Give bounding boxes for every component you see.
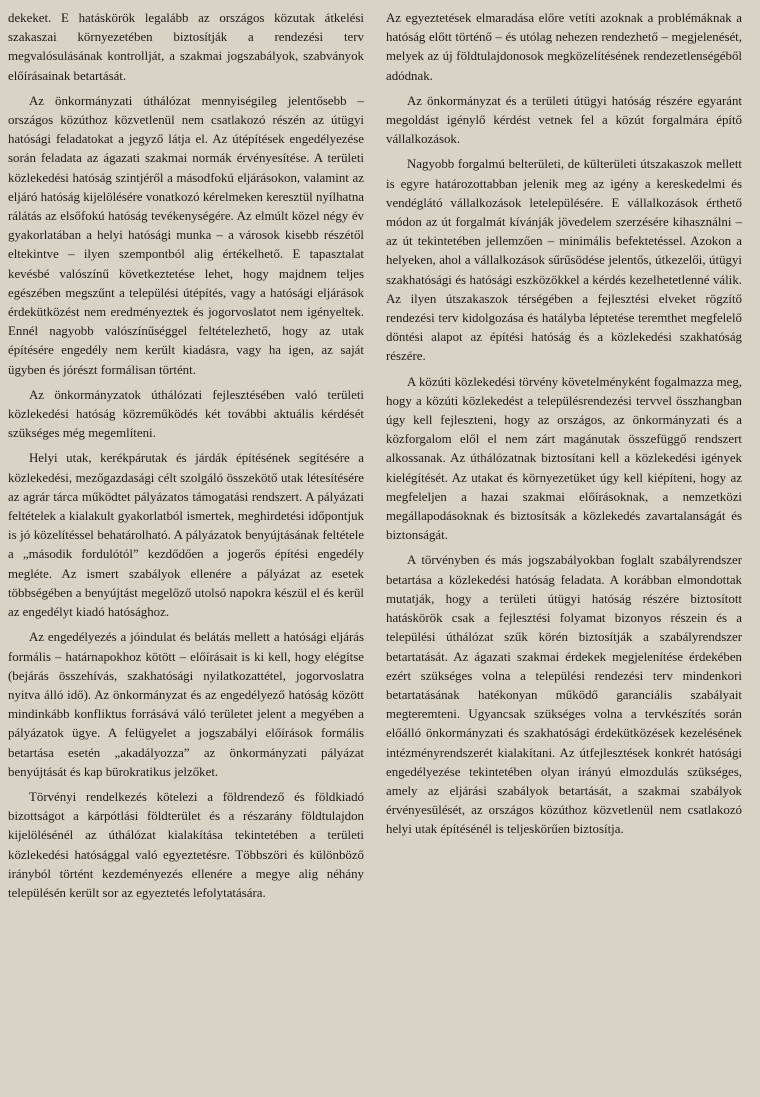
left-column: [8, 9, 364, 1097]
paragraph: Az egyeztetések elmaradása előre vetíti azoknak a problémáknak a hatóság előtt történő – és utólag nehezen rendezhető – megjelenését, melyek az új földtulajdonosok megközelítésének rendezetlenségéből adódnak.: [386, 11, 742, 83]
paragraph: Helyi utak, kerékpárutak és járdák építésének segítésére a közlekedési, mezőgazdasági célt szolgáló összekötő utak létesítésére az agrár tárca működtet pályázatos támogatási rendszert. A pályázati feltételek a kialakult gyakorlatból ismertek, meghirdetési időpontjuk is jó közelítéssel behatárolható. A pályázatok benyújtásának feltétele a „második fordulótól” kezdődően a jogerős építési engedély megléte. Az ismert szabályok ellenére a pályázat az esetek többségében a benyújtást megelőző utolsó napokra készül el és kerül az engedélyt kiadó hatósághoz.: [8, 451, 364, 620]
paragraph: Az önkormányzati úthálózat mennyiségileg jelentősebb – országos közúthoz közvetlenül nem csatlakozó részén az útügyi hatósági feladatokat a jegyző látja el. Az útépítések engedélyezése során feladata az ágazati szakmai normák érvényesítése. A területi közlekedési hatóság szintjéről a másodfokú eljárásokon, valamint az eljáró hatóság kijelölésére vonatkozó kérelmeken keresztül nyílhatna rálátás az elsőfokú hatóság tevékenységére. Az elmúlt közel négy év gyakorlatában a helyi hatósági munka – a városok kisebb részétől eltekintve – ilyen szempontból alig értékelhető. E tapasztalat kevésbé valószínű következtetése lehet, hogy majdnem teljes egészében megszűnt a települési útépítés, vagy a hatósági eljárások érdekütközést nem eredményeztek és jogorvoslatot nem igényeltek. Ennél nagyobb valószínűséggel feltételezhető, hogy az utak építésére engedély nem került kiadásra, vagy ha igen, az saját ügyben és jórészt formálisan történt.: [8, 93, 364, 377]
paragraph: A törvényben és más jogszabályokban foglalt szabályrendszer betartása a közlekedési hatóság feladata. A korábban elmondottak mutatják, hogy a területi útügyi hatóság részére biztosított hatáskörök csak a fejlesztési folyamat bizonyos részein és a települési úthálózat szűk körén biztosítják a szabályrendszer betartatását. Az ágazati szakmai érdekek megjelenítése érdekében ezért szükséges volna a települési rendezési terv mindenkori betartatásának hatékonyan működő garanciális szabályait megteremteni. Ugyancsak szükséges volna a tervkészítés során előálló önkormányzati és szakhatósági érdekütközések kezelésének intézményrendszerét kialakítani. Az útfejlesztések konkrét hatósági engedélyezése tekintetében olyan irányú elmozdulás szükséges, amely az eljárási szabályok betartását, a szakmai szabályok érvényesülését, az országos közúthoz közvetlenül nem csatlakozó helyi utak építésénél is teljeskörűen biztosítja.: [386, 553, 742, 837]
paragraph: A közúti közlekedési törvény követelményként fogalmazza meg, hogy a közúti közlekedést a településrendezési tervvel összhangban úgy kell fejleszteni, hogy az országos, az önkormányzati és a közforgalom elől el nem zárt magánutak összefüggő rendszert alkossanak. Az úthálózatnak biztosítani kell a közlekedési igények kielégítését. Az utakat és környezetüket úgy kell kiépíteni, hogy az megfeleljen a hazai szakmai előírásoknak, a nemzetközi megállapodásoknak és biztosítsák a közlekedés zavartalanságát és biztonságát.: [386, 374, 742, 543]
right-column: [386, 9, 742, 1097]
paragraph: dekeket. E hatáskörök legalább az országos közutak átkelési szakaszai környezetében biztosítják a rendezési terv megvalósulásának kontrollját, a szakmai jogszabályok, szabványok előírásainak betartását.: [8, 11, 364, 83]
paragraph: Az önkormányzatok úthálózati fejlesztésében való területi közlekedési hatóság közreműködés két további aktuális kérdését szükséges még megemlíteni.: [8, 387, 364, 441]
paragraph: Az engedélyezés a jóindulat és belátás mellett a hatósági eljárás formális – határnapokhoz kötött – előírásait is ki kell, hogy elégítse (bejárás összehívás, szakhatósági nyilatkozattétel, jogorvoslatra nyitva álló idő). Az önkormányzat és az engedélyező hatóság között mindinkább konfliktus forrásává váló területet jelent a megyében a pályázatok ügye. A felügyelet a jogszabályi előírások formális betartása esetén „akadályozza” az önkormányzati pályázat benyújtását és kap bürokratikus jelzőket.: [8, 630, 364, 779]
paragraph: Törvényi rendelkezés kötelezi a földrendező és földkiadó bizottságot a kárpótlási földterület és a részarány földtulajdon kijelölésénél az úthálózat kialakítása tekintetében a területi közlekedési hatósággal való egyeztetésre. Többszöri és különböző irányból történt kezdeményezés ellenére a megye alig néhány településén került sor az egyeztetés lefolytatására.: [8, 789, 364, 900]
paragraph: Nagyobb forgalmú belterületi, de külterületi útszakaszok mellett is egyre határozottabban jelenik meg az igény a kereskedelmi és vendéglátó vállalkozások letelepülésére. E vállalkozások érthető módon az út forgalmát kívánják jövedelem szerzésére kihasználni – az út tekintetében jellemzően – minimális befektetéssel. Azokon a helyeken, ahol a vállalkozások sűrűsödése jelentős, útkezelői, útügyi szakhatósági és hatósági eszközökkel a kérdés kezelhetetlenné válik. Az ilyen útszakaszok térségében a fejlesztési elveket rögzítő rendezési terv kidolgozása és hatályba léptetése teremthet megfelelő döntési alapot az építési hatóság és a közlekedési szakhatóság részére.: [386, 157, 742, 364]
paragraph: Az önkormányzat és a területi útügyi hatóság részére egyaránt megoldást igénylő kérdést vetnek fel a közút forgalmára építő vállalkozások.: [386, 93, 742, 147]
